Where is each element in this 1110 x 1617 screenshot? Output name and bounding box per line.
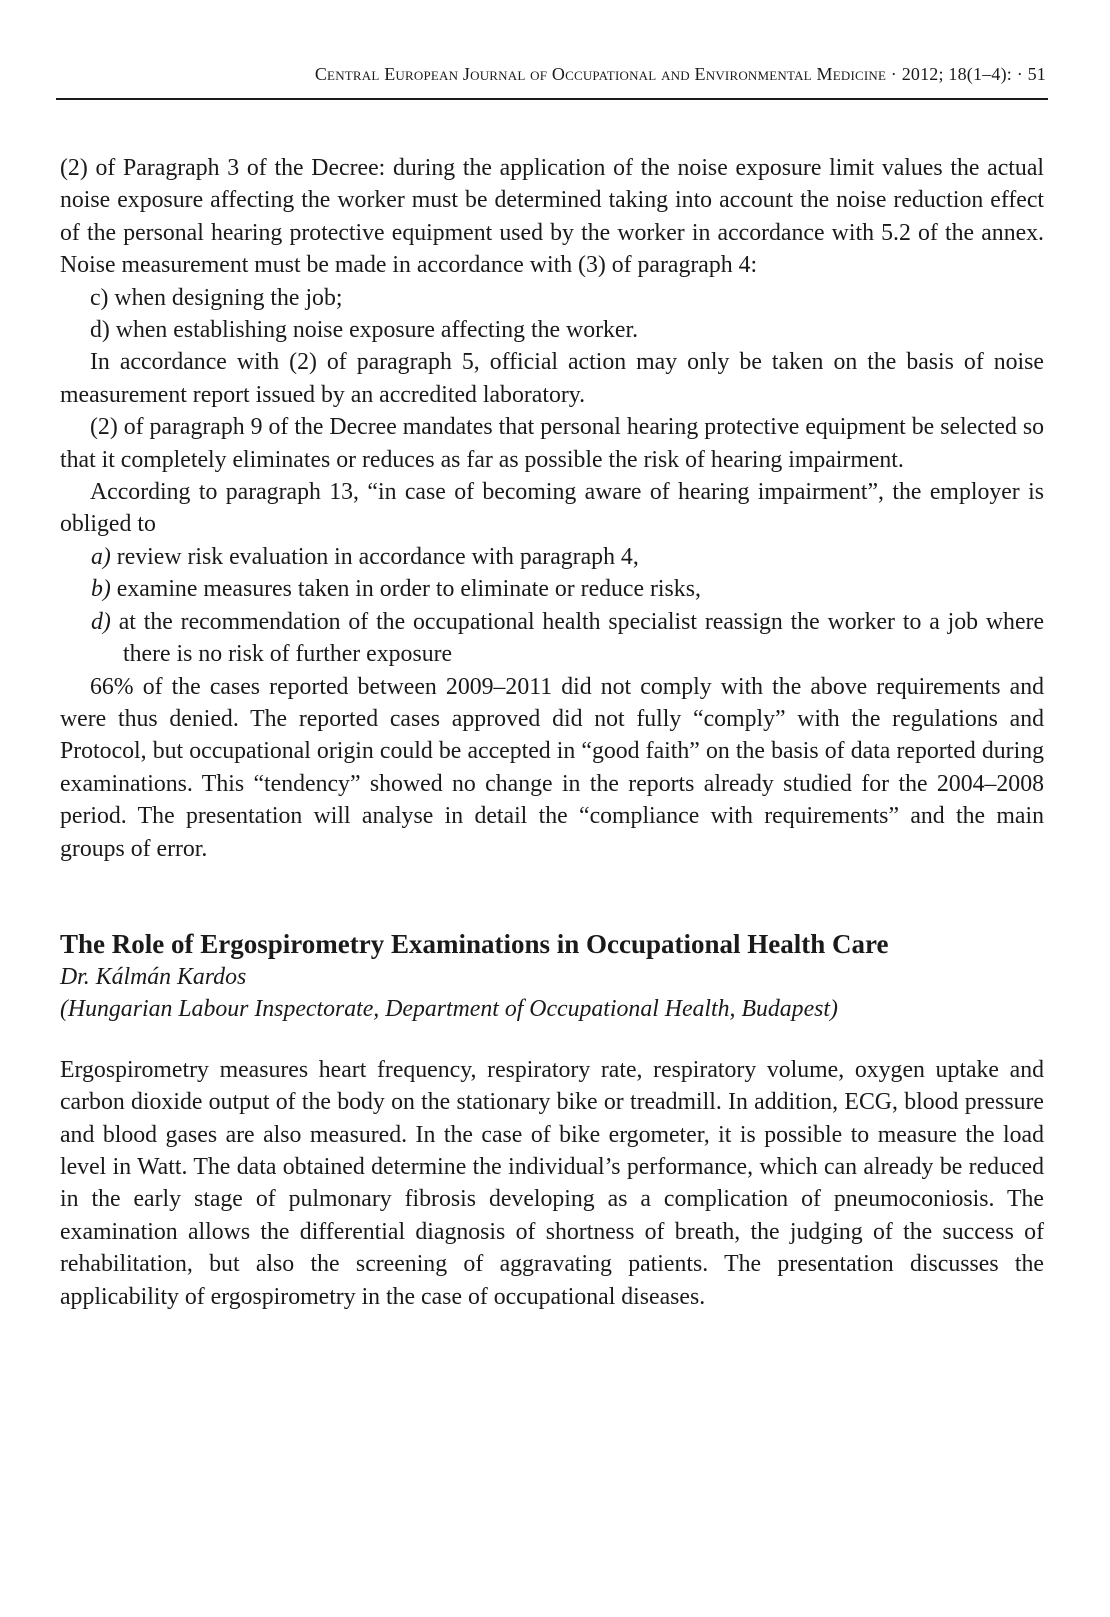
obligation-item-b <box>60 573 1044 605</box>
article-affiliation: (Hungarian Labour Inspectorate, Department of Occupational Health, Budapest) <box>60 996 838 1023</box>
list-item-text: at the recommendation of the occupational health specialist reassign the worker to a job where there is no risk of further exposure <box>118 608 1045 668</box>
body-paragraph: (2) of paragraph 9 of the Decree mandates that personal hearing protective equipment be selected so that it completely eliminates or reduces as far as possible the risk of hearing impairment. <box>60 414 1044 473</box>
body-paragraph: In accordance with (2) of paragraph 5, official action may only be taken on the basis of noise measurement report issued by an accredited laboratory. <box>60 349 1044 408</box>
body-paragraph: 66% of the cases reported between 2009–2011 did not comply with the above requirements and were thus denied. The reported cases approved did not fully “comply” with the regulations and Protocol, but occupational origin could be accepted in “good faith” on the basis of data reported during examinations. This “tendency” showed no change in the reports already studied for the 2004–2008 period. The presentation will analyse in detail the “compliance with requirements” and the main groups of error. <box>60 673 1044 862</box>
body-paragraph: According to paragraph 13, “in case of becoming aware of hearing impairment”, the employer is obliged to <box>60 479 1044 538</box>
obligation-item-d <box>60 606 1044 671</box>
article-title: The Role of Ergospirometry Examinations in Occupational Health Care <box>60 928 889 959</box>
list-item-d: d) when establishing noise exposure affecting the worker. <box>90 317 639 344</box>
body-paragraph: (2) of Paragraph 3 of the Decree: during the application of the noise exposure limit values the actual noise exposure affecting the worker must be determined taking into account the noise reduction effect of the personal hearing protective equipment used by the worker in accordance with 5.2 of the annex. Noise measurement must be made in accordance with (3) of paragraph 4: <box>60 155 1044 279</box>
page-content <box>60 152 1044 1313</box>
list-marker: d) <box>91 608 111 635</box>
list-item-c: c) when designing the job; <box>90 284 343 311</box>
list-item-text: examine measures taken in order to eliminate or reduce risks, <box>116 576 701 603</box>
obligation-item-a <box>60 541 1044 573</box>
list-marker: a) <box>91 543 111 570</box>
list-marker: b) <box>91 576 111 603</box>
list-item-text: review risk evaluation in accordance with paragraph 4, <box>116 543 639 570</box>
running-header <box>56 58 1048 100</box>
journal-running-head: Central European Journal of Occupational and Environmental Medicine · 2012; 18(1–4): · 51 <box>314 64 1046 84</box>
article-author: Dr. Kálmán Kardos <box>60 963 247 990</box>
article-abstract: Ergospirometry measures heart frequency, respiratory rate, respiratory volume, oxygen uptake and carbon dioxide output of the body on the stationary bike or treadmill. In addition, ECG, blood pressure and blood gases are also measured. In the case of bike ergometer, it is possible to measure the load level in Watt. The data obtained determine the individual’s performance, which can already be reduced in the early stage of pulmonary fibrosis developing as a complication of pneumoconiosis. The examination allows the differential diagnosis of shortness of breath, the judging of the success of rehabilitation, but also the screening of aggravating patients. The presentation discusses the applicability of ergospirometry in the case of occupational diseases. <box>60 1056 1044 1310</box>
